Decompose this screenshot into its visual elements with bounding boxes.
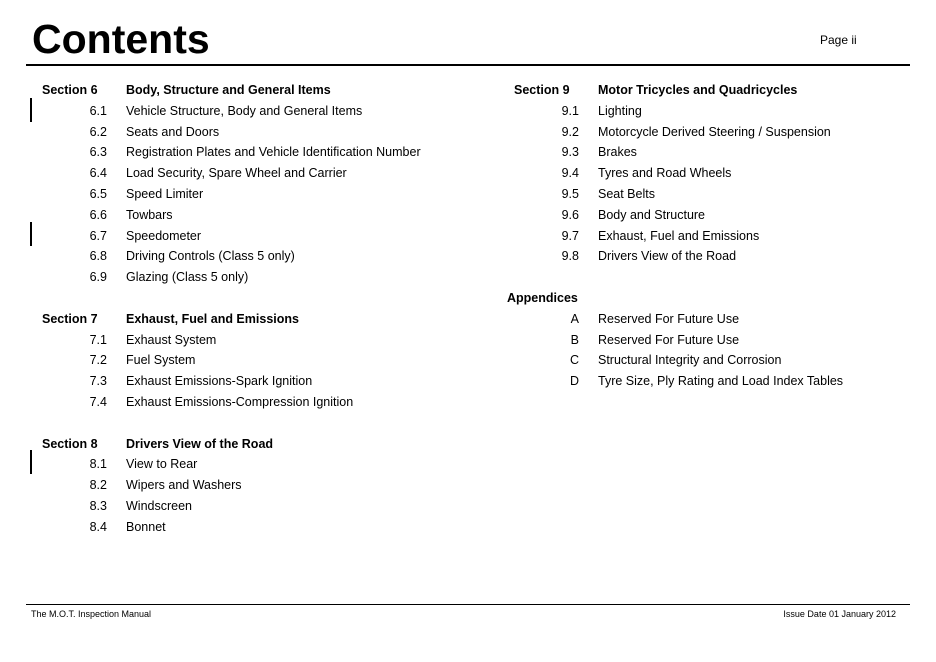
- toc-entry[interactable]: [470, 142, 936, 163]
- toc-entry[interactable]: [0, 184, 470, 205]
- entry-title: Motorcycle Derived Steering / Suspension: [598, 124, 831, 139]
- entry-number: 6.9: [89, 270, 107, 285]
- section-heading[interactable]: [470, 80, 936, 101]
- toc-entry[interactable]: [0, 246, 470, 267]
- toc-entry[interactable]: [470, 122, 936, 143]
- entry-title: Drivers View of the Road: [598, 249, 737, 264]
- page-title: Contents: [32, 16, 210, 62]
- appendices: [470, 288, 936, 392]
- entry-number: 6.6: [89, 207, 107, 222]
- entry-title: Reserved For Future Use: [598, 332, 740, 347]
- entry-number: 9.5: [561, 186, 579, 201]
- entry-title: Vehicle Structure, Body and General Items: [126, 103, 363, 118]
- entry-title: Exhaust, Fuel and Emissions: [598, 228, 760, 243]
- entry-number: 6.5: [89, 186, 107, 201]
- entry-title: Brakes: [598, 145, 637, 160]
- entry-number: 9.4: [561, 166, 579, 181]
- toc-entry[interactable]: [0, 475, 470, 496]
- toc-entry[interactable]: [470, 309, 936, 330]
- footer-issue-date: Issue Date 01 January 2012: [783, 609, 896, 619]
- entry-title: Body and Structure: [598, 207, 706, 222]
- section-9: [470, 80, 936, 267]
- entry-title: Seat Belts: [598, 186, 655, 201]
- contents-left-column: [0, 80, 470, 538]
- entry-number: 8.1: [89, 457, 107, 472]
- entry-title: Speed Limiter: [126, 186, 204, 201]
- toc-entry[interactable]: [0, 371, 470, 392]
- footer-divider: [26, 604, 910, 605]
- entry-title: Driving Controls (Class 5 only): [126, 249, 295, 264]
- entry-number: 7.1: [89, 332, 107, 347]
- contents-right-column: [470, 80, 936, 392]
- section-7: [0, 309, 470, 413]
- entry-title: Exhaust System: [126, 332, 217, 347]
- entry-title: Exhaust Emissions-Spark Ignition: [126, 374, 313, 389]
- entry-title: Seats and Doors: [126, 124, 220, 139]
- entry-number: 6.1: [89, 103, 107, 118]
- entry-title: View to Rear: [126, 457, 198, 472]
- section-title: Drivers View of the Road: [126, 436, 274, 451]
- toc-entry[interactable]: [470, 184, 936, 205]
- entry-number: 9.2: [561, 124, 579, 139]
- toc-entry[interactable]: [0, 392, 470, 413]
- entry-number: 9.1: [561, 103, 579, 118]
- entry-title: Tyres and Road Wheels: [598, 166, 732, 181]
- entry-title: Bonnet: [126, 519, 166, 534]
- entry-number: 6.7: [89, 228, 107, 243]
- section-6: [0, 80, 470, 288]
- toc-entry[interactable]: [0, 205, 470, 226]
- section-title: Exhaust, Fuel and Emissions: [126, 311, 299, 326]
- toc-entry[interactable]: [0, 163, 470, 184]
- toc-entry[interactable]: [0, 350, 470, 371]
- toc-entry[interactable]: [470, 101, 936, 122]
- entry-number: 7.3: [89, 374, 107, 389]
- entry-number: C: [569, 353, 579, 368]
- toc-entry[interactable]: [0, 496, 470, 517]
- section-8: [0, 434, 470, 538]
- entry-title: Registration Plates and Vehicle Identification Number: [126, 145, 421, 160]
- entry-number: 7.4: [89, 394, 107, 409]
- entry-title: Towbars: [126, 207, 173, 222]
- footer-manual-title: The M.O.T. Inspection Manual: [31, 609, 152, 619]
- appendices-label: Appendices: [507, 290, 578, 305]
- entry-number: 6.3: [89, 145, 107, 160]
- entry-title: Wipers and Washers: [126, 478, 242, 493]
- entry-title: Reserved For Future Use: [598, 311, 740, 326]
- toc-entry[interactable]: [470, 205, 936, 226]
- section-heading[interactable]: [0, 434, 470, 455]
- toc-entry[interactable]: [470, 246, 936, 267]
- toc-entry[interactable]: [470, 371, 936, 392]
- toc-entry[interactable]: [0, 142, 470, 163]
- section-heading[interactable]: [0, 80, 470, 101]
- entry-title: Load Security, Spare Wheel and Carrier: [126, 166, 347, 181]
- entry-number: A: [570, 311, 579, 326]
- spacer: [0, 413, 470, 434]
- entry-title: Glazing (Class 5 only): [126, 270, 249, 285]
- entry-number: 8.3: [89, 498, 107, 513]
- entry-number: 6.8: [89, 249, 107, 264]
- entry-number: 8.2: [89, 478, 107, 493]
- entry-title: Exhaust Emissions-Compression Ignition: [126, 394, 354, 409]
- entry-number: 9.6: [561, 207, 579, 222]
- section-label: Section 6: [42, 83, 98, 97]
- spacer: [470, 267, 936, 288]
- entry-number: 6.4: [89, 166, 107, 181]
- entry-number: 6.2: [89, 124, 107, 139]
- section-heading[interactable]: [470, 288, 936, 309]
- entry-number: 8.4: [89, 519, 107, 534]
- entry-number: D: [569, 374, 579, 389]
- entry-title: Windscreen: [126, 498, 192, 513]
- entry-number: 9.7: [561, 228, 579, 243]
- toc-entry[interactable]: [0, 226, 470, 247]
- entry-number: B: [570, 332, 579, 347]
- section-heading[interactable]: [0, 309, 470, 330]
- toc-entry[interactable]: [470, 350, 936, 371]
- toc-entry[interactable]: [470, 163, 936, 184]
- entry-title: Fuel System: [126, 353, 196, 368]
- toc-entry[interactable]: [470, 226, 936, 247]
- spacer: [0, 288, 470, 309]
- page-number: Page ii: [820, 33, 857, 47]
- section-label: Section 9: [514, 83, 570, 97]
- section-label: Section 7: [42, 311, 98, 326]
- entry-title: Lighting: [598, 103, 642, 118]
- section-label: Section 8: [42, 436, 98, 451]
- entry-number: 9.8: [561, 249, 579, 264]
- section-title: Motor Tricycles and Quadricycles: [598, 83, 798, 97]
- entry-title: Tyre Size, Ply Rating and Load Index Tables: [598, 374, 844, 389]
- entry-title: Speedometer: [126, 228, 202, 243]
- entry-number: 9.3: [561, 145, 579, 160]
- toc-entry[interactable]: [0, 122, 470, 143]
- entry-number: 7.2: [89, 353, 107, 368]
- toc-entry[interactable]: [0, 454, 470, 475]
- entry-title: Structural Integrity and Corrosion: [598, 353, 782, 368]
- toc-entry[interactable]: [0, 330, 470, 351]
- section-title: Body, Structure and General Items: [126, 83, 331, 97]
- toc-entry[interactable]: [470, 330, 936, 351]
- toc-entry[interactable]: [0, 101, 470, 122]
- header-divider: [26, 64, 910, 66]
- toc-entry[interactable]: [0, 267, 470, 288]
- toc-entry[interactable]: [0, 517, 470, 538]
